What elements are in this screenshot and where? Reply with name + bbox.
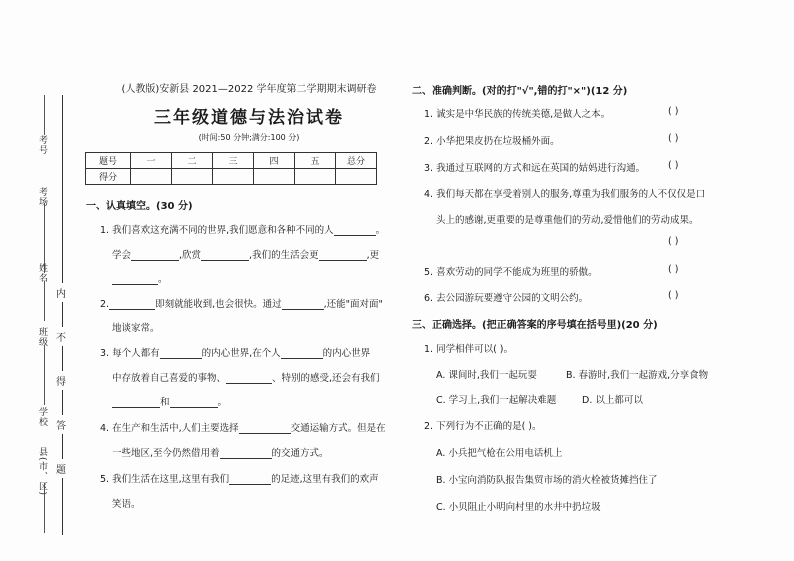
text: 、特别的感受,还会有我们 bbox=[272, 373, 380, 384]
page-title: 三年级道德与法治试卷 bbox=[154, 108, 344, 128]
choice-q2-stem: 2. 下列行为不正确的是( )。 bbox=[424, 421, 542, 432]
answer-blank[interactable] bbox=[334, 225, 376, 236]
margin-label-exam-room: 考场 bbox=[37, 187, 47, 207]
q3-line3 bbox=[112, 394, 227, 408]
q3-line1 bbox=[100, 345, 370, 359]
text: ,更 bbox=[366, 250, 380, 261]
seal-char: 题 bbox=[56, 459, 66, 478]
section3-title: 三、正确选择。(把正确答案的序号填在括号里)(20 分) bbox=[412, 320, 658, 331]
judge-item-4: 4. 我们每天都在享受着别人的服务,尊重为我们服务的人不仅仅是口 bbox=[424, 189, 706, 200]
score-row-label: 得分 bbox=[86, 169, 131, 185]
text: 4. 在生产和生活中,人们主要选择 bbox=[100, 423, 239, 434]
choice-q1-option-d[interactable]: D. 以上都可以 bbox=[582, 395, 643, 406]
q4-line2 bbox=[112, 445, 329, 459]
answer-blank[interactable] bbox=[281, 348, 323, 359]
binding-margin bbox=[14, 95, 94, 535]
q1-line1: 1. 我们喜欢这充满不同的世界,我们愿意和各种不同的人 。 bbox=[100, 225, 386, 236]
text: 的内心世界,在个人 bbox=[201, 348, 281, 359]
answer-paren[interactable]: ( ) bbox=[668, 160, 679, 171]
score-cell[interactable] bbox=[295, 169, 336, 185]
seal-char: 内 bbox=[56, 283, 66, 302]
score-cell[interactable] bbox=[336, 169, 377, 185]
choice-q1-option-a[interactable]: A. 课间时,我们一起玩耍 bbox=[436, 370, 537, 381]
answer-blank[interactable] bbox=[229, 474, 271, 485]
answer-blank[interactable] bbox=[201, 250, 249, 261]
q5-line2: 笑语。 bbox=[112, 499, 141, 510]
judge-item-2: 2. 小华把果皮扔在垃圾桶外面。 bbox=[424, 136, 560, 147]
choice-q1-stem: 1. 同学相伴可以( )。 bbox=[424, 344, 514, 355]
text: ,我们的生活会更 bbox=[249, 250, 319, 261]
score-header-cell: 一 bbox=[131, 153, 172, 169]
choice-q2-option-a[interactable]: A. 小兵把气枪在公用电话机上 bbox=[436, 448, 563, 459]
score-header-cell: 题号 bbox=[86, 153, 131, 169]
judge-item-6: 6. 去公园游玩要遵守公园的文明公约。 bbox=[424, 293, 589, 304]
answer-blank[interactable] bbox=[131, 250, 179, 261]
judge-item-3: 3. 我通过互联网的方式和远在英国的姑妈进行沟通。 bbox=[424, 163, 646, 174]
score-cell[interactable] bbox=[213, 169, 254, 185]
score-table bbox=[85, 152, 377, 185]
text: 交通运输方式。但是在 bbox=[290, 423, 386, 434]
score-cell[interactable] bbox=[172, 169, 213, 185]
answer-blank[interactable] bbox=[170, 397, 218, 408]
choice-q1-option-b[interactable]: B. 春游时,我们一起游戏,分享食物 bbox=[566, 370, 709, 381]
margin-label-county: 县(市、区) bbox=[37, 447, 47, 497]
seal-char: 得 bbox=[56, 371, 66, 390]
score-cell[interactable] bbox=[254, 169, 295, 185]
answer-blank[interactable] bbox=[239, 423, 291, 434]
judge-item-1: 1. 诚实是中华民族的传统美德,是做人之本。 bbox=[424, 109, 611, 120]
q5-line1 bbox=[100, 471, 379, 485]
answer-paren[interactable]: ( ) bbox=[668, 264, 679, 275]
answer-blank[interactable] bbox=[109, 299, 155, 310]
blank-line bbox=[44, 281, 45, 321]
choice-q2-option-c[interactable]: C. 小贝阻止小明向村里的水井中扔垃圾 bbox=[436, 502, 601, 513]
blank-line bbox=[44, 95, 45, 135]
score-header-cell: 总分 bbox=[336, 153, 377, 169]
judge-item-4-continued: 头上的感谢,更重要的是尊重他们的劳动,爱惜他们的劳动成果。 bbox=[436, 215, 699, 226]
margin-label-class: 班级 bbox=[37, 327, 47, 347]
section2-title: 二、准确判断。(对的打"√",错的打"×")(12 分) bbox=[412, 86, 628, 97]
score-table-header-row bbox=[86, 153, 377, 169]
answer-paren[interactable]: ( ) bbox=[668, 106, 679, 117]
answer-blank[interactable] bbox=[160, 348, 202, 359]
text: 1. 我们喜欢这充满不同的世界,我们愿意和各种不同的人 bbox=[100, 225, 334, 236]
text: 学会 bbox=[112, 250, 132, 261]
score-header-cell: 二 bbox=[172, 153, 213, 169]
choice-q1-option-c[interactable]: C. 学习上,我们一起解决难题 bbox=[436, 395, 557, 406]
score-header-cell: 五 bbox=[295, 153, 336, 169]
answer-blank[interactable] bbox=[112, 274, 158, 285]
answer-paren[interactable]: ( ) bbox=[668, 236, 679, 247]
answer-paren[interactable]: ( ) bbox=[668, 290, 679, 301]
answer-paren[interactable]: ( ) bbox=[668, 133, 679, 144]
text: 3. 每个人都有 bbox=[100, 348, 160, 359]
q1-line3: 。 bbox=[112, 271, 168, 285]
left-column bbox=[84, 80, 384, 540]
section1-title: 一、认真填空。(30 分) bbox=[86, 201, 193, 212]
score-table-score-row bbox=[86, 169, 377, 185]
text: 2. bbox=[100, 299, 110, 310]
blank-line bbox=[44, 483, 45, 533]
text: 的足迹,这里有我们的欢声 bbox=[271, 474, 379, 485]
q2-line1 bbox=[100, 296, 383, 310]
answer-blank[interactable] bbox=[112, 397, 160, 408]
answer-blank[interactable] bbox=[282, 299, 324, 310]
margin-label-name: 姓名 bbox=[37, 263, 47, 283]
q1-line2 bbox=[112, 247, 379, 261]
margin-label-exam-number: 考号 bbox=[37, 135, 47, 155]
score-header-cell: 三 bbox=[213, 153, 254, 169]
score-header-cell: 四 bbox=[254, 153, 295, 169]
answer-blank[interactable] bbox=[319, 250, 367, 261]
q3-line2 bbox=[112, 370, 380, 384]
text: 。 bbox=[217, 397, 228, 408]
text: 的内心世界 bbox=[322, 348, 371, 359]
text: ,还能"面对面" bbox=[323, 299, 383, 310]
text: 中存放着自己喜爱的事物、 bbox=[112, 373, 227, 384]
exam-edition-line: (人教版)安新县 2021—2022 学年度第二学期期末调研卷 bbox=[121, 84, 377, 95]
seal-char: 不 bbox=[56, 327, 66, 346]
answer-blank[interactable] bbox=[220, 448, 272, 459]
text: ,欣赏 bbox=[179, 250, 202, 261]
answer-blank[interactable] bbox=[226, 373, 272, 384]
right-column bbox=[412, 80, 712, 540]
blank-line bbox=[44, 345, 45, 405]
q4-line1 bbox=[100, 420, 386, 434]
seal-char: 答 bbox=[56, 415, 66, 434]
text: 一些地区,至今仍然借用着 bbox=[112, 448, 220, 459]
text: 和 bbox=[160, 397, 170, 408]
text: 即刻就能收到,也会很快。通过 bbox=[155, 299, 282, 310]
choice-q2-option-b[interactable]: B. 小宝向消防队报告集贸市场的消火栓被货摊挡住了 bbox=[436, 475, 658, 486]
time-score-info: (时间:50 分钟;满分:100 分) bbox=[198, 133, 300, 142]
judge-item-5: 5. 喜欢劳动的同学不能成为班里的骄傲。 bbox=[424, 267, 598, 278]
score-cell[interactable] bbox=[131, 169, 172, 185]
text: 5. 我们生活在这里,这里有我们 bbox=[100, 474, 230, 485]
q2-line2: 地谈家常。 bbox=[112, 323, 160, 334]
text: 的交通方式。 bbox=[271, 448, 329, 459]
margin-label-school: 学校 bbox=[37, 407, 47, 427]
